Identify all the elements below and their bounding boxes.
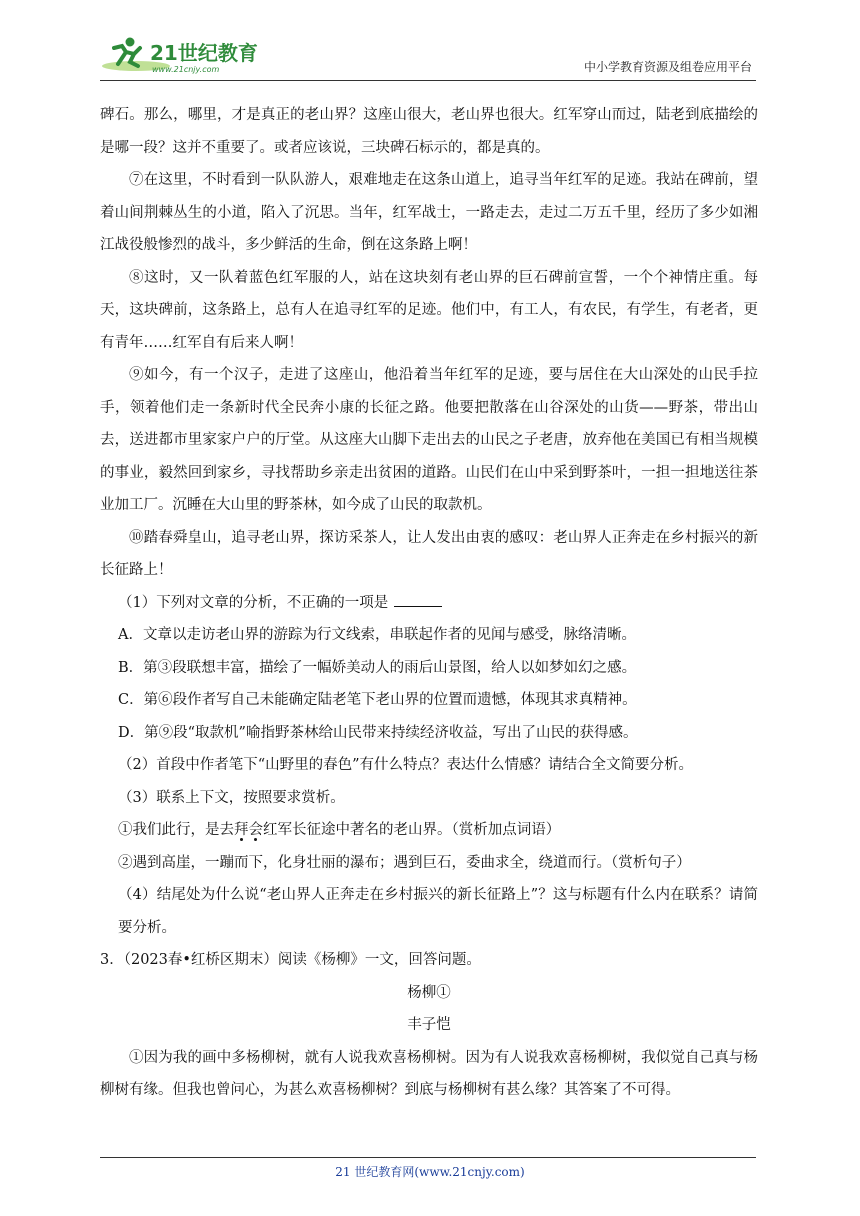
q3-1-suffix: 红军长征途中著名的老山界。（赏析加点词语）: [263, 822, 561, 838]
problem-3-intro: 3．（2023春•红桥区期末）阅读《杨柳》一文，回答问题。: [100, 952, 481, 968]
question-3-item-2: ②遇到高崖，一蹦而下，化身壮丽的瀑布；遇到巨石，委曲求全，绕道而行。（赏析句子）: [118, 854, 691, 871]
dotted-char-1: 拜: [234, 822, 249, 838]
logo-title: 21世纪教育: [150, 41, 258, 65]
question-1: [100, 587, 758, 620]
site-logo: [100, 34, 260, 76]
paragraph-8: ⑧这时，又一队着蓝色红军服的人，站在这块刻有老山界的巨石碑前宣誓，一个个神情庄重。每天，这块碑前，这条路上，总有人在追寻红军的足迹。他们中，有工人，有农民，有学生，有老者，更有青年……红军自有后来人啊！: [100, 269, 758, 351]
answer-blank: [394, 594, 442, 607]
paragraph-10: ⑩踏春舜皇山，追寻老山界，探访采茶人，让人发出由衷的感叹：老山界人正奔走在乡村振兴的新长征路上！: [100, 529, 758, 578]
q3-1-prefix: ①我们此行，是去: [118, 822, 234, 838]
article-author: 丰子恺: [407, 1017, 451, 1033]
document-body: [100, 99, 758, 1107]
platform-name: 中小学教育资源及组卷应用平台: [583, 60, 752, 74]
paragraph-9: ⑨如今，有一个汉子，走进了这座山，他沿着当年红军的足迹，要与居住在大山深处的山民手拉手，领着他们走一条新时代全民奔小康的长征之路。他要把散落在山谷深处的山货——野茶，带出山去，送进都市里家家户户的厅堂。从这座大山脚下走出去的山民之子老唐，放弃他在美国已有相当规模的事业，毅然回到家乡，寻找帮助乡亲走出贫困的道路。山民们在山中采到野茶叶，一担一担地送往茶业加工厂。沉睡在大山里的野茶林，如今成了山民的取款机。: [100, 367, 758, 513]
article-title: 杨柳①: [407, 984, 451, 1001]
option-b: B．第③段联想丰富，描绘了一幅娇美动人的雨后山景图，给人以如梦如幻之感。: [118, 659, 637, 676]
option-a: A．文章以走访老山界的游踪为行文线索，串联起作者的见闻与感受，脉络清晰。: [118, 627, 636, 643]
option-c: C．第⑥段作者写自己未能确定陆老笔下老山界的位置而遗憾，体现其求真精神。: [118, 692, 637, 708]
question-3: （3）联系上下文，按照要求赏析。: [118, 789, 345, 806]
question-2: （2）首段中作者笔下“山野里的春色”有什么特点？表达什么情感？请结合全文简要分析。: [118, 757, 694, 773]
logo-url: www.21cnjy.com: [152, 65, 220, 74]
paragraph-continued: 碑石。那么，哪里，才是真正的老山界？这座山很大，老山界也很大。红军穿山而过，陆老到底描绘的是哪一段？这并不重要了。或者应该说，三块碑石标示的，都是真的。: [100, 107, 758, 156]
option-d: D．第⑨段“取款机”喻指野茶林给山民带来持续经济收益，写出了山民的获得感。: [118, 724, 638, 741]
dotted-char-2: 会: [248, 822, 263, 838]
page-header: [100, 28, 756, 81]
question-4: （4）结尾处为什么说“老山界人正奔走在乡村振兴的新长征路上”？这与标题有什么内在联系？请简要分析。: [118, 887, 758, 936]
question-1-text: （1）下列对文章的分析，不正确的一项是: [118, 594, 389, 611]
paragraph-7: ⑦在这里，不时看到一队队游人，艰难地走在这条山道上，追寻当年红军的足迹。我站在碑前，望着山间荆棘丛生的小道，陷入了沉思。当年，红军战士，一路走去，走过二万五千里，经历了多少如湘江战役般惨烈的战斗，多少鲜活的生命，倒在这条路上啊！: [100, 172, 758, 253]
article-paragraph-1: ①因为我的画中多杨柳树，就有人说我欢喜杨柳树。因为有人说我欢喜杨柳树，我似觉自己真与杨柳树有缘。但我也曾问心，为甚么欢喜杨柳树？到底与杨柳树有甚么缘？其答案了不可得。: [100, 1049, 758, 1098]
footer-divider: [100, 1157, 756, 1158]
question-3-item-1: [100, 814, 758, 847]
page-footer: 21 世纪教育网(www.21cnjy.com): [335, 1165, 525, 1179]
